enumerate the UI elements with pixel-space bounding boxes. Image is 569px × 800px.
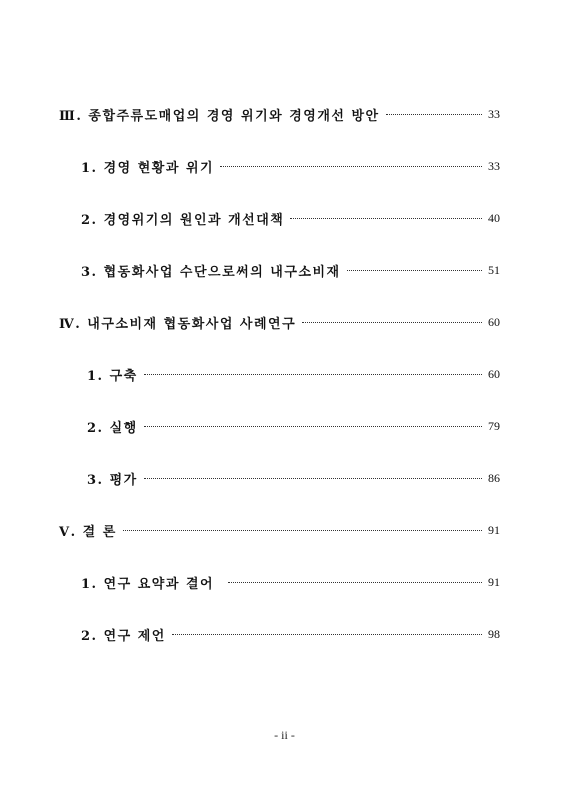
toc-entry-page-number: 60: [488, 314, 500, 329]
toc-entry-title: 1. 연구 요약과 결어: [81, 576, 215, 592]
toc-entry-chapter-3[interactable]: [0, 103, 569, 125]
dot-leader: [302, 321, 482, 323]
page-number-footer: - ii -: [274, 728, 295, 742]
dot-leader: [347, 269, 482, 271]
toc-entry-title: 2. 연구 제언: [81, 628, 166, 644]
toc-entry-page-number: 51: [488, 262, 500, 277]
toc-entry-title: 3. 협동화사업 수단으로써의 내구소비재: [81, 264, 341, 280]
toc-entry-3-2[interactable]: [0, 207, 569, 229]
dot-leader: [220, 165, 482, 167]
toc-entry-page-number: 98: [488, 626, 500, 641]
toc-entry-page-number: 86: [488, 470, 500, 485]
toc-entry-title: 2. 실행: [87, 420, 138, 436]
toc-entry-chapter-5[interactable]: [0, 519, 569, 541]
dot-leader: [144, 425, 482, 427]
toc-entry-5-1[interactable]: [0, 571, 569, 593]
toc-entry-page-number: 33: [488, 158, 500, 173]
toc-entry-title: 3. 평가: [87, 472, 138, 488]
dot-leader: [144, 373, 482, 375]
dot-leader: [172, 633, 482, 635]
dot-leader: [123, 529, 482, 531]
toc-entry-page-number: 40: [488, 210, 500, 225]
dot-leader: [386, 113, 482, 115]
toc-entry-page-number: 79: [488, 418, 500, 433]
toc-entry-page-number: 33: [488, 106, 500, 121]
toc-entry-title: Ⅴ. 결 론: [59, 524, 117, 540]
toc-entry-4-2[interactable]: [0, 415, 569, 437]
toc-entry-3-3[interactable]: [0, 259, 569, 281]
toc-entry-title: Ⅲ. 종합주류도매업의 경영 위기와 경영개선 방안: [59, 108, 380, 124]
toc-entry-page-number: 91: [488, 574, 500, 589]
dot-leader: [144, 477, 482, 479]
toc-entry-title: 2. 경영위기의 원인과 개선대책: [81, 212, 285, 228]
toc-entry-title: 1. 경영 현황과 위기: [81, 160, 215, 176]
toc-entry-page-number: 91: [488, 522, 500, 537]
toc-entry-4-3[interactable]: [0, 467, 569, 489]
toc-entry-page-number: 60: [488, 366, 500, 381]
toc-entry-chapter-4[interactable]: [0, 311, 569, 333]
toc-entry-title: 1. 구축: [87, 368, 138, 384]
toc-entry-title: Ⅳ. 내구소비재 협동화사업 사례연구: [59, 316, 297, 332]
toc-entry-5-2[interactable]: [0, 623, 569, 645]
dot-leader: [290, 217, 482, 219]
toc-entry-3-1[interactable]: [0, 155, 569, 177]
toc-entry-4-1[interactable]: [0, 363, 569, 385]
dot-leader: [228, 581, 482, 583]
